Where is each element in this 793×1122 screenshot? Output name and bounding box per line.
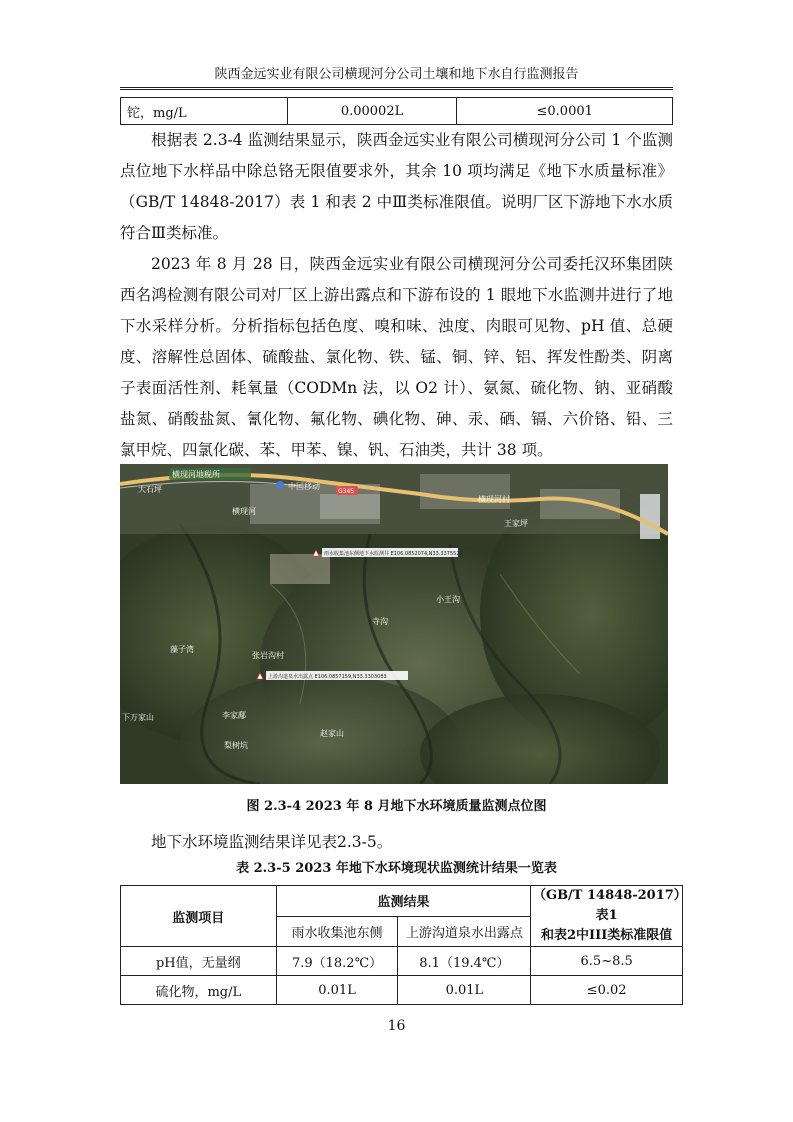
continued-table	[120, 97, 673, 125]
cell-v2: 0.01L	[398, 976, 531, 1005]
header-standard-line2: 和表2中III类标准限值	[540, 928, 673, 943]
header-rule	[120, 87, 673, 88]
table-cell-item: 铊，mg/L	[121, 98, 288, 125]
header-sub2: 上游沟道泉水出露点	[398, 916, 531, 947]
header-sub1: 雨水收集池东侧	[276, 916, 398, 947]
cell-item: pH值，无量纲	[121, 947, 277, 976]
cell-std: 6.5~8.5	[531, 947, 683, 976]
running-header: 陕西金远实业有限公司横现河分公司土壤和地下水自行监测报告	[214, 67, 579, 82]
map-label-village2: 横现河	[232, 507, 256, 516]
map-label-village3: 横现河村	[478, 495, 510, 504]
map-label-village9: 李家鄅	[222, 711, 246, 720]
table-cell-result: 0.00002L	[287, 98, 457, 125]
lead-text: 地下水环境监测结果详见表2.3-5。	[151, 833, 393, 851]
map-label-village4: 王家坪	[504, 519, 528, 528]
map-label-village8: 张岩沟村	[252, 651, 284, 660]
monitoring-map-figure	[120, 464, 668, 784]
map-label-village7: 藻子湾	[170, 645, 194, 654]
monitoring-point-1	[313, 548, 463, 557]
header-rule-double	[120, 89, 673, 90]
table-caption: 表 2.3-5 2023 年地下水环境现状监测统计结果一览表	[236, 861, 557, 876]
point-1-tag: 雨水收集池东侧地下水监测井 E106.0852074,N33.3375522	[324, 551, 463, 557]
monitoring-results-table	[120, 885, 683, 1005]
point-2-tag: 上游沟道泉水出露点 E106.0857159,N33.3303083	[268, 674, 387, 680]
map-label-place1: 横现河地税所	[172, 470, 220, 479]
table-row	[121, 976, 683, 1005]
map-label-village1: 大石坪	[138, 485, 162, 494]
paragraph-2-text: 2023 年 8 月 28 日，陕西金远实业有限公司横现河分公司委托汉环集团陕西名鸿检测有限公司对厂区上游出露点和下游布设的 1 眼地下水监测井进行了地下水采样分析。分析指标包括色度、嗅和味、浊度、肉眼可见物、pH 值、总硬度、溶解性总固体、硫酸盐、氯化物、铁、锰、铜、锌、铝、挥发性酚类、阴离子表面活性剂、耗氧量（CODMn 法，以 O2 计）、氨氮、硫化物、钠、亚硝酸盐氮、硝酸盐氮、氰化物、氟化物、碘化物、砷、汞、硒、镉、六价铬、铅、三氯甲烷、四氯化碳、苯、甲苯、镍、钒、石油类，共计 38 项。	[120, 255, 673, 459]
map-label-village6: 寺沟	[372, 617, 388, 626]
cell-v2: 8.1（19.4℃）	[398, 947, 531, 976]
map-label-village10: 下万家山	[122, 713, 154, 722]
paragraph-1-text: 根据表 2.3-4 监测结果显示，陕西金远实业有限公司横现河分公司 1 个监测点位地下水样品中除总铬无限值要求外，其余 10 项均满足《地下水质量标准》（GB/T 14848-2017）表 1 和表 2 中Ⅲ类标准限值。说明厂区下游地下水水质符合Ⅲ类标准。	[120, 131, 673, 242]
map-label-village5: 小王沟	[436, 595, 460, 604]
header-standard-line1: （GB/T 14848-2017）表1	[532, 888, 681, 923]
paragraph-1	[120, 125, 673, 249]
paragraph-2	[120, 249, 673, 466]
header-standard	[531, 886, 683, 947]
table-row	[121, 947, 683, 976]
header-item: 监测项目	[121, 886, 277, 947]
map-label-road: G345	[338, 488, 355, 495]
figure-caption: 图 2.3-4 2023 年 8 月地下水环境质量监测点位图	[246, 799, 547, 814]
map-label-village12: 梨树坑	[224, 741, 248, 750]
cell-std: ≤0.02	[531, 976, 683, 1005]
table-row	[121, 98, 673, 125]
table-header-row	[121, 886, 683, 917]
header-results: 监测结果	[276, 886, 531, 917]
map-label-village11: 赵家山	[320, 729, 344, 738]
cell-item: 硫化物，mg/L	[121, 976, 277, 1005]
cell-v1: 0.01L	[276, 976, 398, 1005]
monitoring-point-2	[257, 671, 408, 680]
cell-v1: 7.9（18.2℃）	[276, 947, 398, 976]
page-number: 16	[387, 1018, 406, 1034]
map-label-place2: 中国移动	[288, 482, 320, 491]
table-cell-standard: ≤0.0001	[457, 98, 673, 125]
